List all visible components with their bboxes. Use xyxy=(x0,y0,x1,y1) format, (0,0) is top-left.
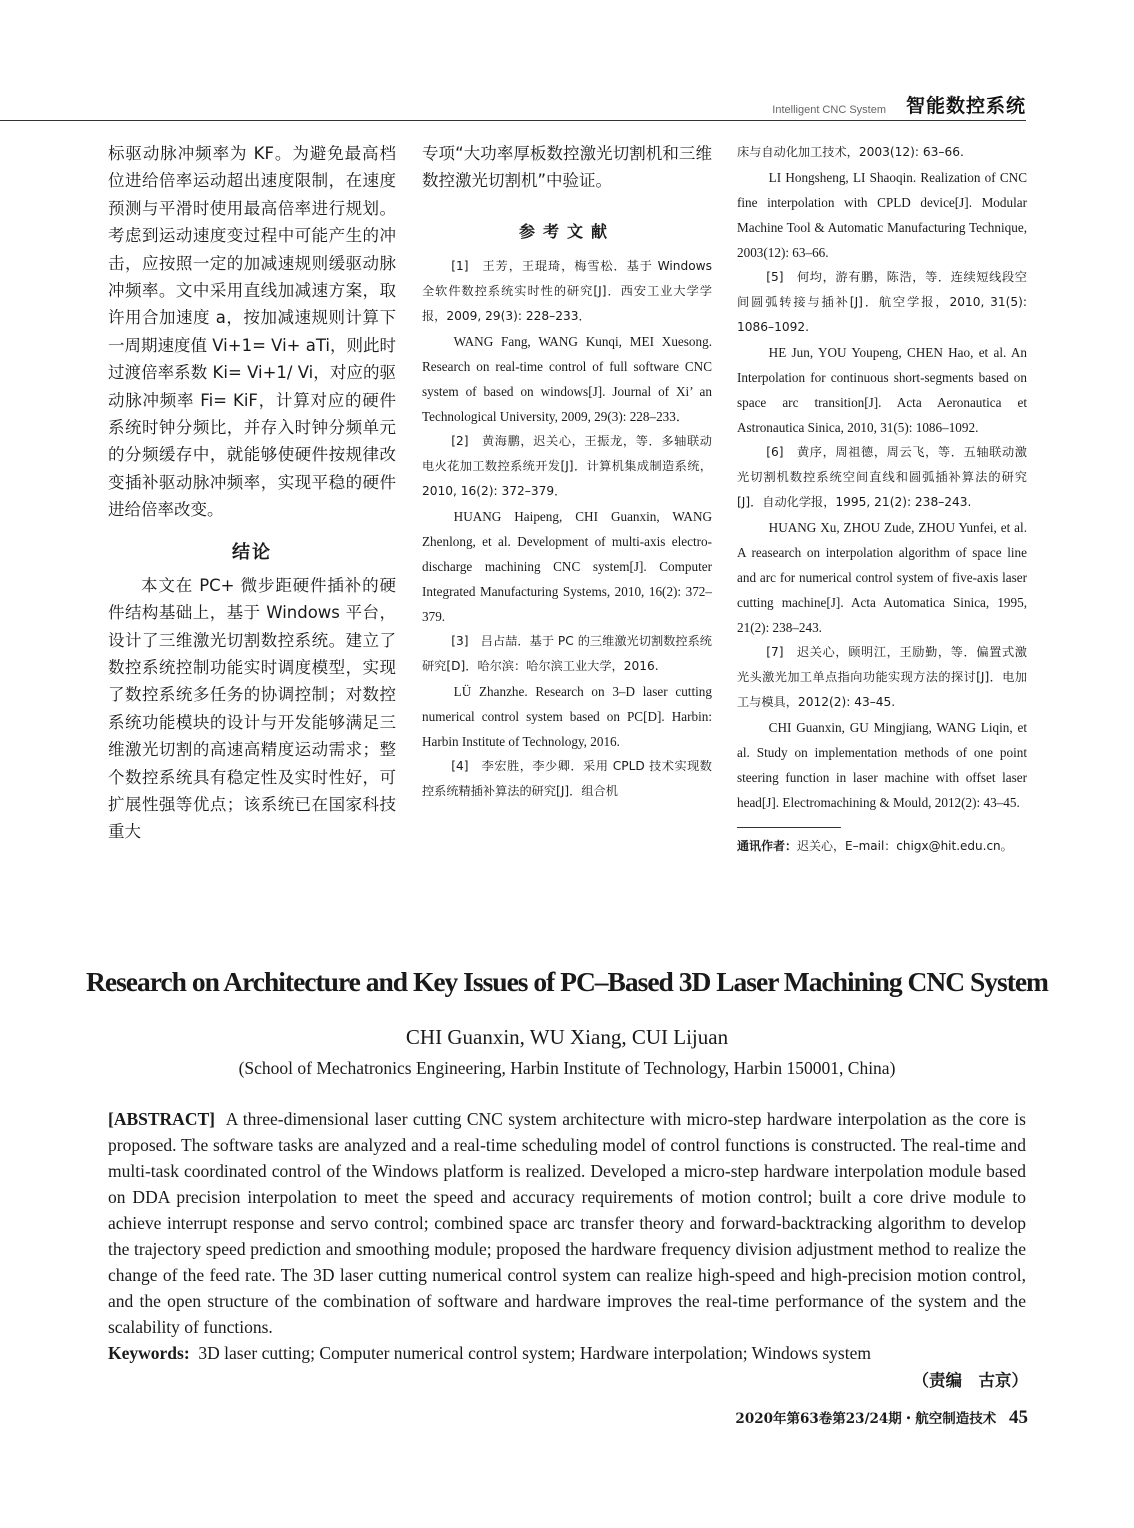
reference-3-chinese: [3] 吕占喆．基于 PC 的三维激光切割数控系统研究[D]．哈尔滨：哈尔滨工业大学，2016. xyxy=(422,633,712,673)
english-abstract xyxy=(108,1106,1026,1340)
reference-3-english: LÜ Zhanzhe. Research on 3–D laser cutting numerical control system based on PC[D]. Harbin: Harbin Institute of Technology, 2016. xyxy=(422,683,712,749)
conclusion-paragraph: 本文在 PC+ 微步距硬件插补的硬件结构基础上，基于 Windows 平台，设计了三维激光切割数控系统。建立了数控系统控制功能实时调度模型，实现了数控系统多任务的协调控制；对数控系统功能模块的设计与开发能够满足三维激光切割的高速高精度运动需求；整个数控系统具有稳定性及实时性好，可扩展性强等优点；该系统已在国家科技重大 xyxy=(108,575,396,842)
corresponding-author-label: 通讯作者： xyxy=(737,839,798,853)
reference-4-chinese: [4] 李宏胜，李少卿．采用 CPLD 技术实现数控系统精插补算法的研究[J]．组合机 xyxy=(422,758,712,798)
abstract-text: A three-dimensional laser cutting CNC system architecture with micro-step hardware interpolation as the core is proposed. The software tasks are analyzed and a real-time scheduling model of control functions is constructed. The real-time and multi-task coordinated control of the Windows platform is realized. Developed a micro-step hardware interpolation module based on DDA precision interpolation to meet the speed and accuracy requirements of motion control; built a core drive module to achieve interrupt response and servo control; combined space arc transfer theory and forward-backtracking algorithm to develop the trajectory speed prediction and smoothing module; proposed the hardware frequency division adjustment method to realize the change of the feed rate. The 3D laser cutting numerical control system can realize high-speed and high-precision motion control, and the open structure of the combination of software and hardware improves the real-time performance of the system and the scalability of functions. xyxy=(108,1109,1026,1337)
page-footer xyxy=(735,1407,1028,1429)
header-english-title: Intelligent CNC System xyxy=(772,104,886,116)
body-paragraph-end: 专项“大功率厚板数控激光切割机和三维数控激光切割机”中验证。 xyxy=(422,144,712,191)
reference-7-chinese: [7] 迟关心，顾明江，王励勤，等．偏置式激光头激光加工单点指向功能实现方法的探讨[J]．电加工与模具，2012(2): 43–45. xyxy=(737,645,1027,709)
keywords-text: 3D laser cutting; Computer numerical control system; Hardware interpolation; Windows system xyxy=(198,1343,871,1363)
header-chinese-title: 智能数控系统 xyxy=(905,95,1026,117)
page-number: 45 xyxy=(1009,1407,1028,1428)
reference-4-english: LI Hongsheng, LI Shaoqin. Realization of CNC fine interpolation with CPLD device[J]. Modular Machine Tool & Automatic Manufacturing Technique, 2003(12): 63–66. xyxy=(737,170,1027,260)
corresponding-author-text: 迟关心，E–mail：chigx@hit.edu.cn。 xyxy=(797,839,1013,853)
english-title: Research on Architecture and Key Issues of PC–Based 3D Laser Machining CNC System xyxy=(86,966,1048,997)
journal-info: 2020年第63卷第23/24期・航空制造技术 xyxy=(735,1411,997,1427)
reference-2-english: HUANG Haipeng, CHI Guanxin, WANG Zhenlong, et al. Development of multi-axis electro-discharge machining CNC system[J]. Computer Integrated Manufacturing Systems, 2010, 16(2): 372–379. xyxy=(422,508,712,624)
text-column-right xyxy=(737,140,1027,856)
body-paragraph: 标驱动脉冲频率为 KF。为避免最高档位进给倍率运动超出速度限制，在速度预测与平滑时使用最高倍率进行规划。考虑到运动速度变过程中可能产生的冲击，应按照一定的加减速规则缓驱动脉冲频率。文中采用直线加减速方案，取许用合加速度 a，按加减速规则计算下一周期速度值 Vi+1= Vi+ aTi，则此时过渡倍率系数 Ki= Vi+1/ Vi，对应的驱动脉冲频率 Fi= KiF，计算对应的硬件系统时钟分频比，并存入时钟分频单元的分频缓存中，就能够使硬件按规律改变插补驱动脉冲频率，实现平稳的硬件进给倍率改变。 xyxy=(108,144,396,520)
reference-1-english: WANG Fang, WANG Kunqi, MEI Xuesong. Research on real-time control of full software CNC system of based on windows[J]. Journal of Xi’ an Technological University, 2009, 29(3): 228–233． xyxy=(422,333,712,424)
keywords-label: Keywords: xyxy=(108,1343,190,1363)
reference-2-chinese: [2] 黄海鹏，迟关心，王振龙，等．多轴联动电火花加工数控系统开发[J]．计算机集成制造系统，2010, 16(2): 372–379． xyxy=(422,433,712,498)
running-header xyxy=(0,84,1026,121)
text-column-left xyxy=(108,140,396,846)
footnote-divider xyxy=(737,827,841,828)
reference-5-english: HE Jun, YOU Youpeng, CHEN Hao, et al. An Interpolation for continuous short-segments based on space arc transition[J]. Acta Aeronautica et Astronautica Sinica, 2010, 31(5): 1086–1092. xyxy=(737,345,1027,435)
reference-6-chinese: [6] 黄序，周祖德，周云飞，等．五轴联动激光切割机数控系统空间直线和圆弧插补算法的研究[J]．自动化学报，1995, 21(2): 238–243. xyxy=(737,445,1027,509)
abstract-label: [ABSTRACT] xyxy=(108,1109,215,1129)
text-column-middle xyxy=(422,140,712,804)
corresponding-author xyxy=(737,836,1027,856)
section-title-conclusion: 结论 xyxy=(232,541,272,563)
editor-note: （责编 古京） xyxy=(912,1371,1028,1390)
english-authors: CHI Guanxin, WU Xiang, CUI Lijuan xyxy=(405,1025,729,1049)
english-affiliation: (School of Mechatronics Engineering, Harbin Institute of Technology, Harbin 150001, China) xyxy=(238,1058,896,1078)
reference-1-chinese: [1] 王芳，王琨琦，梅雪松．基于 Windows 全软件数控系统实时性的研究[J]．西安工业大学学报，2009, 29(3): 228–233． xyxy=(422,258,712,323)
english-keywords xyxy=(108,1340,1026,1366)
reference-7-english: CHI Guanxin, GU Mingjiang, WANG Liqin, et al. Study on implementation methods of one point steering function in laser machine with offset laser head[J]. Electromachining & Mould, 2012(2): 43–45. xyxy=(737,720,1027,810)
reference-5-chinese: [5] 何均，游有鹏，陈浩，等．连续短线段空间圆弧转接与插补[J]．航空学报，2010, 31(5): 1086–1092. xyxy=(737,270,1027,334)
reference-6-english: HUANG Xu, ZHOU Zude, ZHOU Yunfei, et al. A reasearch on interpolation algorithm of space line and arc for numerical control system of five-axis laser cutting machine[J]. Acta Automatica Sinica, 1995, 21(2): 238–243. xyxy=(737,520,1027,635)
reference-4-chinese-cont: 床与自动化加工技术，2003(12): 63–66. xyxy=(737,145,964,159)
references-title: 参考文献 xyxy=(518,221,615,241)
